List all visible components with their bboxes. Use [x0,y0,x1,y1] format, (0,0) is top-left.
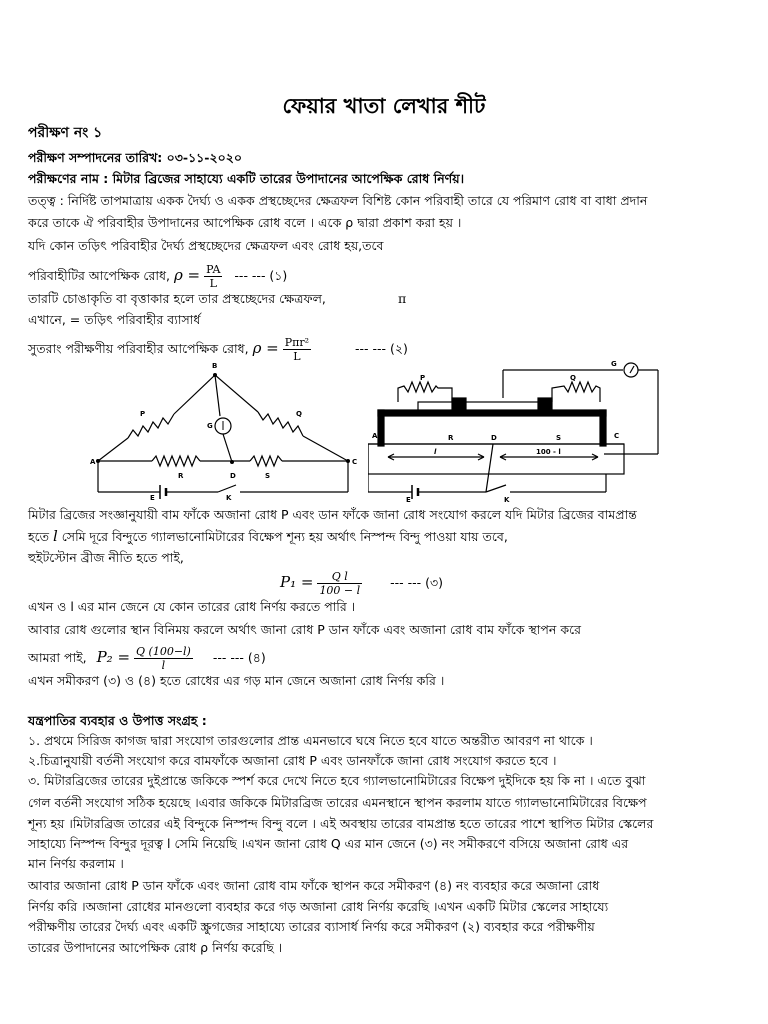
theory-line-3: যদি কোন তড়িৎ পরিবাহীর দৈর্ঘ্য প্রস্থচ্ছেদের ক্ষেত্রফল এবং রোধ হয়,তবে [28,238,384,253]
mb-label-A: A [372,432,378,440]
mb-label-100-l: 100 - l [536,448,561,456]
eq1-fraction [204,263,222,290]
eq2-denominator: L [293,350,301,363]
experiment-name: পরীক্ষণের নাম : মিটার ব্রিজের সাহায্যে একটি তারের উপাদানের আপেক্ষিক রোধ নির্ণয়। [28,171,465,186]
procedure-step-3-line-1: ৩. মিটারব্রিজের তারের দুইপ্রান্তে জকিকে স্পর্শ করে দেখে নিতে হবে গ্যালভানোমিটারের বিক্ষেপ দুইদিকে হয় কি না । এতে বুঝা [28,773,646,788]
eq2-text: সুতরাং পরীক্ষণীয় পরিবাহীর আপেক্ষিক রোধ, [28,341,249,356]
mb-label-D: D [491,434,497,442]
theory-line-6: এখানে, = তড়িৎ পরিবাহীর ব্যাসার্ধ [28,312,201,327]
procedure-step-4-line-4: তারের উপাদানের আপেক্ষিক রোধ ρ নির্ণয় করেছি । [28,940,283,955]
eq2-numerator: Pπr² [284,336,310,349]
procedure-step-3-line-3: শূন্য হয় ।মিটারব্রিজ তারের এই বিন্দুকে নিস্পন্দ বিন্দু বলে । এই অবস্থায় তারের বামপ্রান্ত হতে তারের পাশে স্থাপিত মিটার স্কেলের [28,816,654,831]
label-A: A [90,458,96,466]
eq1-numerator: PA [206,263,221,276]
eq4-lhs: P₂ = [96,648,131,666]
page-title: ফেয়ার খাতা লেখার শীট [282,94,486,118]
procedure-step-3-line-5: মান নির্ণয় করলাম । [28,856,124,871]
procedure-step-4-line-3: পরীক্ষণীয় তারের দৈর্ঘ্য এবং একটি স্ক্রুগজের সাহায্যে তারের ব্যাসার্ধ নির্ণয় করে সমীকরণ (২) ব্যবহার করে পরীক্ষণীয় [28,919,595,934]
experiment-date: পরীক্ষণ সম্পাদনের তারিখ: ০৩-১১-২০২০ [28,150,242,165]
mb-label-E: E [406,496,411,503]
label-R: R [178,472,184,480]
equation-4 [28,640,266,675]
eq4-denominator: l [161,659,166,672]
theory-line-1: তত্ত্ব : নির্দিষ্ট তাপমাত্রায় একক দৈর্ঘ্য ও একক প্রস্থচ্ছেদের ক্ষেত্রফল বিশিষ্ট কোন পরিবাহী তারে যে পরিমাণ রোধ বা বাধা প্রদান [28,193,648,208]
eq4-numerator: Q (100−l) [136,645,191,658]
variable-l: l [52,527,58,545]
label-S: S [265,472,271,480]
eq1-rho: ρ = [173,266,201,284]
eq1-text: পরিবাহীটির আপেক্ষিক রোধ, [28,268,170,283]
eq3-lhs: P₁ = [280,573,314,591]
label-D: D [230,472,236,480]
mb-label-S: S [556,434,562,442]
procedure-heading: যন্ত্রপাতির ব্যবহার ও উপাত্ত সংগ্রহ : [28,713,207,728]
eq3-fraction [317,570,362,597]
label-G: G [207,422,213,430]
experiment-number: পরীক্ষণ নং ১ [28,125,103,141]
eq4-fraction [134,645,193,672]
equation-3 [280,565,443,600]
label-B: B [212,362,218,370]
mb-label-K: K [504,496,510,503]
procedure-step-2: ২.চিত্রানুযায়ী বর্তনী সংযোগ করে বামফাঁকে অজানা রোধ P এবং ডানফাঁকে জানা রোধ সংযোগ করতে হবে । [28,753,557,768]
procedure-step-1: ১. প্রথমে সিরিজ কাগজ দ্বারা সংযোগ তারগুলোর প্রান্ত এমনভাবে ঘষে নিতে হবে যাতে অন্তরীত আবরণ না থাকে । [28,733,593,748]
mb-label-R: R [448,434,454,442]
mb-label-l: l [434,448,437,456]
eq3-number: --- --- (৩) [390,575,444,590]
procedure-step-3-line-2: গেল বর্তনী সংযোগ সঠিক হয়েছে ।এবার জকিকে মিটারব্রিজ তারের এমনস্থানে স্থাপন করলাম যাতে গ্যালভানোমিটারের বিক্ষেপ [28,795,647,810]
equation-1 [28,260,287,291]
pi-symbol: π [398,291,407,306]
mb-label-P: P [420,374,426,382]
procedure-step-3-line-4: সাহায্যে নিস্পন্দ বিন্দুর দূরত্ব l সেমি নিয়েছি ।এখন জানা রোধ Q এর মান জেনে (৩) নং সমীকরণে বসিয়ে অজানা রোধ এর [28,836,629,851]
wheatstone-bridge-diagram [90,358,370,503]
theory-line-2: করে তাকে ঐ পরিবাহীর উপাদানের আপেক্ষিক রোধ বলে । একে ρ দ্বারা প্রকাশ করা হয় । [28,215,462,230]
meter-bridge-diagram [368,358,668,503]
eq4-text: আমরা পাই, [28,650,87,665]
mb-label-G: G [611,360,617,368]
eq1-number: --- --- (১) [234,268,288,283]
mb-label-Q: Q [570,374,576,382]
eq3-denominator: 100 − l [319,584,361,597]
label-C: C [352,458,358,466]
body-line-4: এখন ও l এর মান জেনে যে কোন তারের রোধ নির্ণয় করতে পারি । [28,599,356,614]
body-line-1: মিটার ব্রিজের সংজ্ঞানুযায়ী বাম ফাঁকে অজানা রোধ P এবং ডান ফাঁকে জানা রোধ সংযোগ করলে যদি মিটার ব্রিজের বামপ্রান্ত [28,507,637,522]
body-line-5: আবার রোধ গুলোর স্থান বিনিময় করলে অর্থাৎ জানা রোধ P ডান ফাঁকে এবং অজানা রোধ বাম ফাঁকে স্থাপন করে [28,622,581,637]
theory-line-5: তারটি চোঙাকৃতি বা বৃত্তাকার হলে তার প্রস্থচ্ছেদের ক্ষেত্রফল, [28,291,326,306]
procedure-step-4-line-1: আবার অজানা রোধ P ডান ফাঁকে এবং জানা রোধ বাম ফাঁকে স্থাপন করে সমীকরণ (৪) নং ব্যবহার করে অজানা রোধ [28,878,600,893]
procedure-step-4-line-2: নির্ণয় করি ।অজানা রোধের মানগুলো ব্যবহার করে গড় অজানা রোধ নির্ণয় করেছি ।এখন একটি মিটার স্কেলের সাহায্যে [28,899,609,914]
body-line-3: হুইটস্টোন ব্রীজ নীতি হতে পাই, [28,550,184,565]
label-E: E [150,494,155,502]
eq2-number: --- --- (২) [355,341,408,356]
eq4-number: --- --- (৪) [212,650,266,665]
label-P: P [140,410,146,418]
eq1-denominator: L [209,277,217,290]
eq2-rho: ρ = [252,339,279,357]
body-line-2-b: সেমি দূরে বিন্দুতে গ্যালভানোমিটারের বিক্ষেপ শূন্য হয় অর্থাৎ নিস্পন্দ বিন্দু পাওয়া যায় তবে, [57,529,508,544]
body-line-2-a: হতে [28,529,53,544]
label-K: K [226,494,232,502]
body-line-2 [28,528,508,545]
mb-label-C: C [614,432,620,440]
eq3-numerator: Q l [317,570,362,584]
body-line-7: এখন সমীকরণ (৩) ও (৪) হতে রোধের এর গড় মান জেনে অজানা রোধ নির্ণয় করি । [28,673,445,688]
label-Q: Q [296,410,302,418]
